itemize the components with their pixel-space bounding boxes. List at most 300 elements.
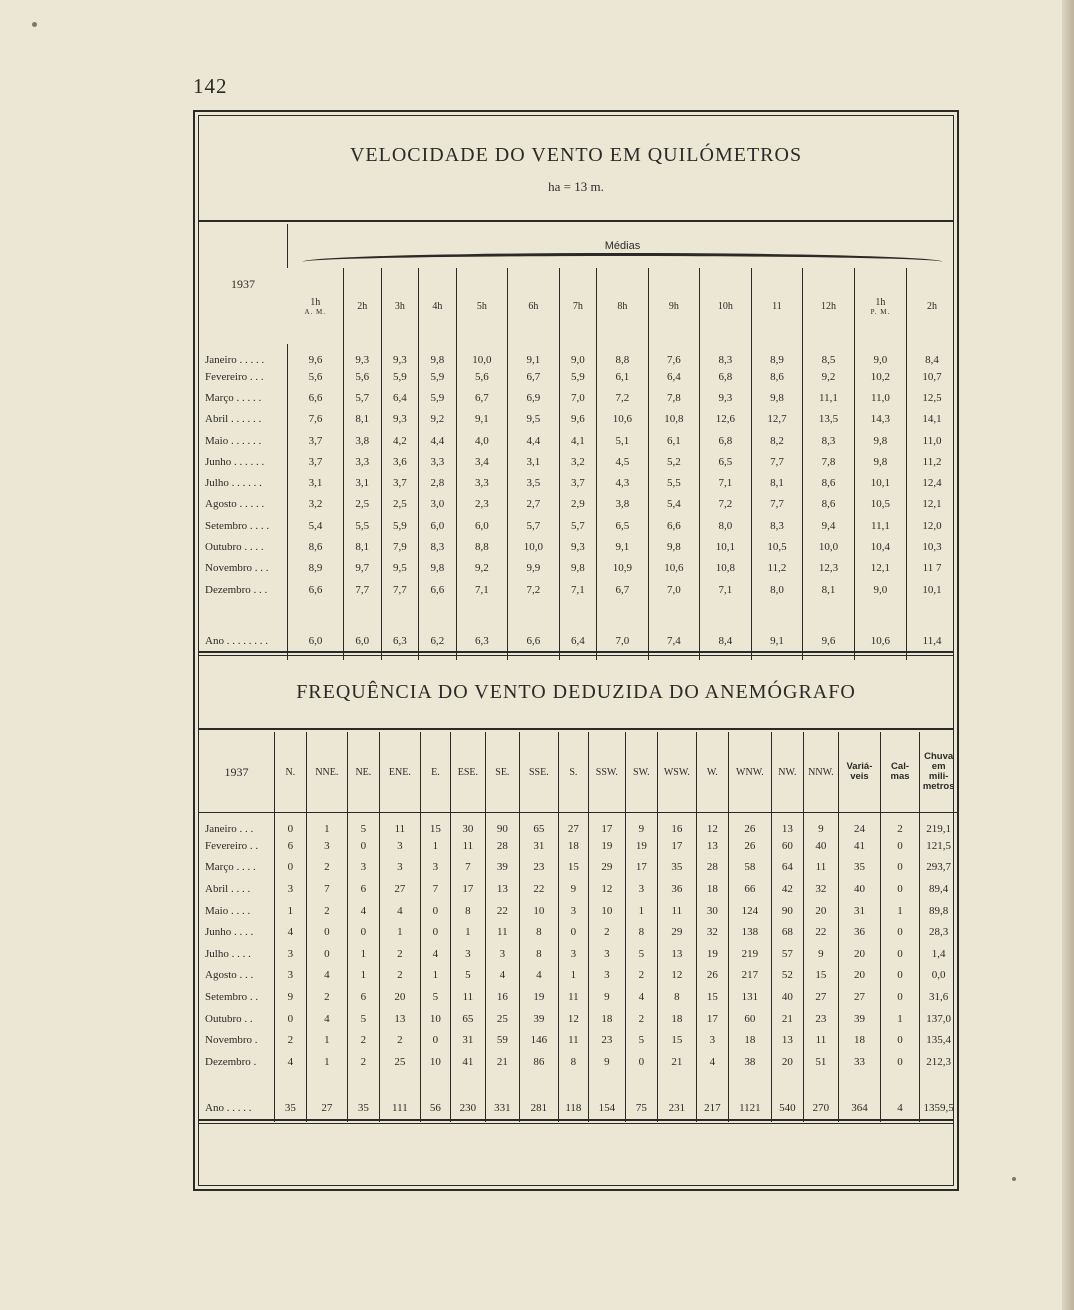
- frequency-cell: 13: [657, 943, 697, 965]
- frequency-cell: 18: [697, 878, 728, 900]
- speed-cell: 7,7: [751, 451, 803, 472]
- frequency-cell: 11: [486, 921, 519, 943]
- frequency-cell: 27: [306, 1094, 348, 1122]
- divider: [199, 1123, 953, 1124]
- speed-cell: 3,2: [288, 494, 344, 515]
- frequency-cell: 4: [306, 1008, 348, 1030]
- frequency-cell: 1: [421, 965, 450, 987]
- spacer-cell: [486, 1073, 519, 1095]
- speed-cell: 11,0: [907, 430, 957, 451]
- speed-cell: 6,6: [288, 387, 344, 408]
- speed-cell: 11,4: [907, 622, 957, 660]
- speed-cell: 8,1: [751, 472, 803, 493]
- speed-cell: 9,8: [751, 387, 803, 408]
- frequency-cell: 27: [379, 878, 421, 900]
- frequency-cell: 6: [348, 878, 379, 900]
- frequency-cell: 68: [772, 921, 803, 943]
- hour-header: [288, 268, 344, 344]
- month-label: Março . . . .: [205, 861, 256, 874]
- month-label: Junho . . . . . .: [205, 455, 265, 468]
- hour-label: 7h: [572, 300, 583, 312]
- frequency-cell: 17: [697, 1008, 728, 1030]
- frequency-cell: 35: [275, 1094, 306, 1122]
- frequency-cell: 4: [626, 986, 657, 1008]
- table-row: [199, 536, 957, 557]
- frequency-cell: 11: [559, 986, 588, 1008]
- frequency-cell: 89,8: [920, 900, 957, 922]
- frequency-cell: 18: [839, 1029, 881, 1051]
- frequency-cell: 1121: [728, 1094, 772, 1122]
- speed-cell: 9,9: [508, 558, 560, 579]
- hour-header: [344, 268, 382, 344]
- frequency-cell: 8: [657, 986, 697, 1008]
- speed-cell: 4,0: [456, 430, 508, 451]
- frequency-cell: 22: [519, 878, 559, 900]
- frequency-cell: 5: [626, 1029, 657, 1051]
- frequency-cell: 18: [728, 1029, 772, 1051]
- frequency-cell: 18: [588, 1008, 626, 1030]
- direction-header: WSW.: [657, 732, 697, 813]
- frequency-cell: 1: [559, 965, 588, 987]
- frequency-cell: 6: [275, 835, 306, 857]
- speed-cell: 4,4: [419, 430, 457, 451]
- hour-header: [803, 268, 855, 344]
- speed-cell: 11,0: [854, 387, 906, 408]
- spacer-cell: [803, 1073, 839, 1095]
- frequency-cell: 9: [803, 813, 839, 836]
- frequency-cell: 3: [348, 857, 379, 879]
- speed-cell: 9,2: [803, 366, 855, 387]
- frequency-cell: 154: [588, 1094, 626, 1122]
- frequency-cell: 3: [275, 878, 306, 900]
- frequency-cell: 10: [519, 900, 559, 922]
- table-row: [199, 472, 957, 493]
- table-row: [199, 344, 957, 366]
- speed-cell: 8,3: [803, 430, 855, 451]
- frequency-cell: 12: [588, 878, 626, 900]
- speed-cell: 6,3: [381, 622, 419, 660]
- spacer-cell: [508, 600, 560, 621]
- frequency-header-row: [199, 732, 957, 813]
- frequency-cell: 39: [519, 1008, 559, 1030]
- hour-header: [508, 268, 560, 344]
- speed-cell: 11,2: [907, 451, 957, 472]
- speed-cell: 3,7: [381, 472, 419, 493]
- frequency-cell: 31: [450, 1029, 486, 1051]
- frequency-cell: 13: [697, 835, 728, 857]
- frequency-cell: 15: [697, 986, 728, 1008]
- hour-header: [854, 268, 906, 344]
- direction-header: SSW.: [588, 732, 626, 813]
- frequency-cell: 59: [486, 1029, 519, 1051]
- month-label: Ano . . . . . . . .: [205, 634, 268, 647]
- frequency-cell: 19: [588, 835, 626, 857]
- frequency-cell: 40: [803, 835, 839, 857]
- speed-cell: 6,1: [597, 366, 649, 387]
- frequency-body: [199, 813, 957, 1123]
- frequency-cell: 41: [839, 835, 881, 857]
- table-row: [199, 835, 957, 857]
- frequency-cell: 90: [772, 900, 803, 922]
- frequency-cell: 270: [803, 1094, 839, 1122]
- speed-cell: 8,1: [344, 409, 382, 430]
- month-label: Outubro . .: [205, 1012, 253, 1025]
- frequency-cell: 22: [803, 921, 839, 943]
- frequency-cell: 27: [559, 813, 588, 836]
- speed-cell: 9,3: [381, 409, 419, 430]
- hour-label: 3h: [394, 300, 405, 312]
- table-row: [199, 943, 957, 965]
- frequency-cell: 9: [275, 986, 306, 1008]
- frequency-cell: 219,1: [920, 813, 957, 836]
- frequency-cell: 10: [421, 1051, 450, 1073]
- speed-cell: 8,3: [751, 515, 803, 536]
- speed-cell: 6,0: [419, 515, 457, 536]
- frequency-cell: 15: [559, 857, 588, 879]
- month-label: Dezembro . . .: [205, 583, 268, 596]
- frequency-cell: 111: [379, 1094, 421, 1122]
- spacer-cell: [697, 1073, 728, 1095]
- speed-cell: 7,1: [700, 472, 752, 493]
- hour-label: 6h: [528, 300, 539, 312]
- speed-cell: 7,7: [344, 579, 382, 600]
- speed-cell: 9,0: [854, 344, 906, 366]
- frequency-cell: 121,5: [920, 835, 957, 857]
- speed-cell: 8,1: [344, 536, 382, 557]
- speed-cell: 3,7: [559, 472, 597, 493]
- frequency-cell: 16: [486, 986, 519, 1008]
- frequency-cell: 1: [450, 921, 486, 943]
- frequency-cell: 20: [839, 943, 881, 965]
- table-row: [199, 813, 957, 836]
- frequency-cell: 4: [306, 965, 348, 987]
- speed-cell: 8,0: [700, 515, 752, 536]
- frequency-cell: 60: [728, 1008, 772, 1030]
- hour-header: [700, 268, 752, 344]
- speed-cell: 2,5: [344, 494, 382, 515]
- speed-cell: 8,2: [751, 430, 803, 451]
- frequency-cell: 0: [880, 835, 920, 857]
- speed-cell: 6,1: [648, 430, 700, 451]
- table-row: [199, 1051, 957, 1073]
- speed-cell: 5,6: [344, 366, 382, 387]
- frequency-cell: 9: [803, 943, 839, 965]
- speed-cell: 14,3: [854, 409, 906, 430]
- frequency-cell: 0: [421, 921, 450, 943]
- direction-header: Cal- mas: [880, 732, 920, 813]
- velocity-year-header: 1937: [231, 276, 255, 291]
- hour-header-row: [199, 268, 957, 344]
- speed-cell: 9,8: [648, 536, 700, 557]
- table-row: [199, 579, 957, 600]
- spacer-cell: [803, 600, 855, 621]
- frequency-cell: 29: [657, 921, 697, 943]
- frequency-cell: 0: [421, 1029, 450, 1051]
- frequency-cell: 17: [450, 878, 486, 900]
- table-row: [199, 878, 957, 900]
- month-label: Setembro . . . .: [205, 519, 270, 532]
- frequency-cell: 13: [379, 1008, 421, 1030]
- month-label: Janeiro . . . . .: [205, 354, 265, 366]
- divider: [199, 651, 953, 653]
- hour-header: [419, 268, 457, 344]
- speed-cell: 5,9: [381, 366, 419, 387]
- speed-cell: 6,0: [344, 622, 382, 660]
- speed-cell: 6,8: [700, 366, 752, 387]
- speed-cell: 9,3: [559, 536, 597, 557]
- speed-cell: 4,5: [597, 451, 649, 472]
- speed-cell: 2,9: [559, 494, 597, 515]
- frequency-cell: 146: [519, 1029, 559, 1051]
- spacer-cell: [288, 600, 344, 621]
- frequency-cell: 21: [772, 1008, 803, 1030]
- hour-label: 2h: [927, 300, 938, 312]
- frequency-cell: 3: [559, 943, 588, 965]
- frequency-cell: 4: [379, 900, 421, 922]
- speed-cell: 5,6: [288, 366, 344, 387]
- frequency-cell: 26: [728, 835, 772, 857]
- frequency-cell: 3: [588, 943, 626, 965]
- speed-cell: 6,6: [648, 515, 700, 536]
- speed-cell: 6,3: [456, 622, 508, 660]
- spacer-cell: [519, 1073, 559, 1095]
- speed-cell: 8,9: [751, 344, 803, 366]
- spacer-cell: [419, 600, 457, 621]
- frequency-cell: 540: [772, 1094, 803, 1122]
- frequency-cell: 5: [626, 943, 657, 965]
- spacer-cell: [379, 1073, 421, 1095]
- speed-cell: 4,2: [381, 430, 419, 451]
- divider: [199, 728, 953, 730]
- frequency-cell: 138: [728, 921, 772, 943]
- speed-cell: 9,8: [419, 344, 457, 366]
- frequency-cell: 0: [880, 878, 920, 900]
- speed-cell: 11,2: [751, 558, 803, 579]
- velocity-table: [199, 224, 957, 660]
- speed-cell: 9,1: [456, 409, 508, 430]
- speed-cell: 10,8: [700, 558, 752, 579]
- spacer-cell: [839, 1073, 881, 1095]
- frequency-cell: 20: [839, 965, 881, 987]
- speed-cell: 7,7: [381, 579, 419, 600]
- divider: [199, 655, 953, 656]
- speed-cell: 3,3: [456, 472, 508, 493]
- frequency-cell: 0: [626, 1051, 657, 1073]
- speed-cell: 9,8: [559, 558, 597, 579]
- frequency-cell: 28: [486, 835, 519, 857]
- frequency-cell: 11: [379, 813, 421, 836]
- speed-cell: 5,4: [288, 515, 344, 536]
- frequency-cell: 23: [519, 857, 559, 879]
- speed-cell: 5,4: [648, 494, 700, 515]
- table-row: [199, 515, 957, 536]
- speed-cell: 3,6: [381, 451, 419, 472]
- frequency-cell: 137,0: [920, 1008, 957, 1030]
- frequency-cell: 75: [626, 1094, 657, 1122]
- spacer-cell: [597, 600, 649, 621]
- frequency-cell: 124: [728, 900, 772, 922]
- page-number: 142: [193, 74, 228, 98]
- frequency-cell: 8: [626, 921, 657, 943]
- month-label: Agosto . . .: [205, 969, 254, 982]
- spacer-cell: [199, 1073, 275, 1095]
- frequency-cell: 1: [306, 1029, 348, 1051]
- speed-cell: 9,1: [597, 536, 649, 557]
- frequency-cell: 230: [450, 1094, 486, 1122]
- frequency-cell: 66: [728, 878, 772, 900]
- speed-cell: 8,5: [803, 344, 855, 366]
- speed-cell: 9,6: [288, 344, 344, 366]
- frequency-cell: 3: [450, 943, 486, 965]
- frequency-cell: 10: [421, 1008, 450, 1030]
- frequency-cell: 1: [275, 900, 306, 922]
- frequency-cell: 39: [486, 857, 519, 879]
- month-label: Maio . . . .: [205, 904, 251, 917]
- speed-cell: 10,6: [597, 409, 649, 430]
- speed-cell: 10,2: [854, 366, 906, 387]
- direction-header: WNW.: [728, 732, 772, 813]
- speed-cell: 10,5: [854, 494, 906, 515]
- medias-brace: [302, 253, 943, 262]
- direction-header: SW.: [626, 732, 657, 813]
- frequency-cell: 25: [379, 1051, 421, 1073]
- speed-cell: 10,1: [854, 472, 906, 493]
- frequency-cell: 1: [880, 1008, 920, 1030]
- table-row: [199, 921, 957, 943]
- frequency-cell: 10: [588, 900, 626, 922]
- speed-cell: 6,6: [288, 579, 344, 600]
- speed-cell: 5,9: [419, 366, 457, 387]
- frequency-cell: 5: [421, 986, 450, 1008]
- frequency-cell: 6: [348, 986, 379, 1008]
- speed-cell: 7,1: [456, 579, 508, 600]
- frequency-cell: 21: [486, 1051, 519, 1073]
- table-row: [199, 1029, 957, 1051]
- hour-label: 9h: [668, 300, 679, 312]
- frequency-cell: 0: [306, 921, 348, 943]
- hour-label: 8h: [617, 300, 628, 312]
- frequency-cell: 41: [450, 1051, 486, 1073]
- frequency-cell: 2: [626, 1008, 657, 1030]
- frequency-cell: 0: [880, 1051, 920, 1073]
- hour-label: 1h: [875, 296, 886, 308]
- spacer-cell: [199, 600, 288, 621]
- hour-label: 10h: [717, 300, 733, 312]
- frequency-cell: 217: [697, 1094, 728, 1122]
- speed-cell: 6,4: [559, 622, 597, 660]
- speed-cell: 8,4: [907, 344, 957, 366]
- divider: [199, 220, 953, 222]
- speed-cell: 3,7: [288, 451, 344, 472]
- direction-header: Variá- veis: [839, 732, 881, 813]
- frequency-cell: 2: [588, 921, 626, 943]
- frequency-cell: 28,3: [920, 921, 957, 943]
- speed-cell: 5,6: [456, 366, 508, 387]
- frequency-cell: 22: [486, 900, 519, 922]
- table-row: [199, 857, 957, 879]
- divider: [199, 1119, 953, 1121]
- velocity-title: VELOCIDADE DO VENTO EM QUILÓMETROS: [349, 144, 803, 166]
- table-row: [199, 558, 957, 579]
- speed-cell: 8,6: [803, 472, 855, 493]
- speed-cell: 3,1: [508, 451, 560, 472]
- frequency-cell: 0: [348, 921, 379, 943]
- direction-header: N.: [275, 732, 306, 813]
- frequency-cell: 0: [880, 1029, 920, 1051]
- frequency-cell: 0: [880, 921, 920, 943]
- frequency-cell: 8: [519, 943, 559, 965]
- speed-cell: 7,2: [597, 387, 649, 408]
- table-row: [199, 986, 957, 1008]
- speed-cell: 7,6: [648, 344, 700, 366]
- spacer-cell: [381, 600, 419, 621]
- frequency-cell: 23: [588, 1029, 626, 1051]
- frequency-cell: 4: [697, 1051, 728, 1073]
- speed-cell: 3,1: [344, 472, 382, 493]
- table-frame-inner: [198, 115, 954, 1186]
- frequency-cell: 9: [559, 878, 588, 900]
- spacer-cell: [648, 600, 700, 621]
- frequency-cell: 2: [626, 965, 657, 987]
- frequency-year-header: 1937: [199, 732, 275, 813]
- frequency-cell: 4: [275, 1051, 306, 1073]
- speed-cell: 9,6: [559, 409, 597, 430]
- frequency-cell: 2: [306, 986, 348, 1008]
- frequency-cell: 32: [803, 878, 839, 900]
- frequency-cell: 19: [519, 986, 559, 1008]
- frequency-cell: 18: [559, 835, 588, 857]
- speed-cell: 2,7: [508, 494, 560, 515]
- frequency-cell: 1: [348, 965, 379, 987]
- frequency-cell: 3: [588, 965, 626, 987]
- speed-cell: 3,7: [288, 430, 344, 451]
- speed-cell: 2,5: [381, 494, 419, 515]
- frequency-cell: 1359,5: [920, 1094, 957, 1122]
- speed-cell: 12,4: [907, 472, 957, 493]
- hour-label: 1h: [310, 296, 321, 308]
- hour-header: [559, 268, 597, 344]
- speed-cell: 3,8: [344, 430, 382, 451]
- frequency-cell: 2: [379, 1029, 421, 1051]
- frequency-cell: 9: [588, 986, 626, 1008]
- frequency-cell: 26: [728, 813, 772, 836]
- hour-header: [751, 268, 803, 344]
- speed-cell: 7,4: [648, 622, 700, 660]
- frequency-cell: 8: [519, 921, 559, 943]
- frequency-cell: 3: [486, 943, 519, 965]
- frequency-cell: 30: [450, 813, 486, 836]
- frequency-cell: 25: [486, 1008, 519, 1030]
- month-label: Agosto . . . . .: [205, 498, 265, 511]
- direction-header: SSE.: [519, 732, 559, 813]
- spacer-cell: [854, 600, 906, 621]
- direction-header: NNW.: [803, 732, 839, 813]
- frequency-cell: 33: [839, 1051, 881, 1073]
- speed-cell: 10,7: [907, 366, 957, 387]
- speed-cell: 3,5: [508, 472, 560, 493]
- speed-cell: 9,1: [508, 344, 560, 366]
- month-label: Julho . . . .: [205, 947, 251, 960]
- speed-cell: 10,5: [751, 536, 803, 557]
- frequency-cell: 1: [348, 943, 379, 965]
- frequency-cell: 39: [839, 1008, 881, 1030]
- speed-cell: 9,8: [854, 430, 906, 451]
- frequency-cell: 86: [519, 1051, 559, 1073]
- month-label: Junho . . . .: [205, 926, 254, 939]
- frequency-cell: 9: [626, 813, 657, 836]
- hour-period: A. M.: [304, 307, 327, 316]
- speed-cell: 5,5: [344, 515, 382, 536]
